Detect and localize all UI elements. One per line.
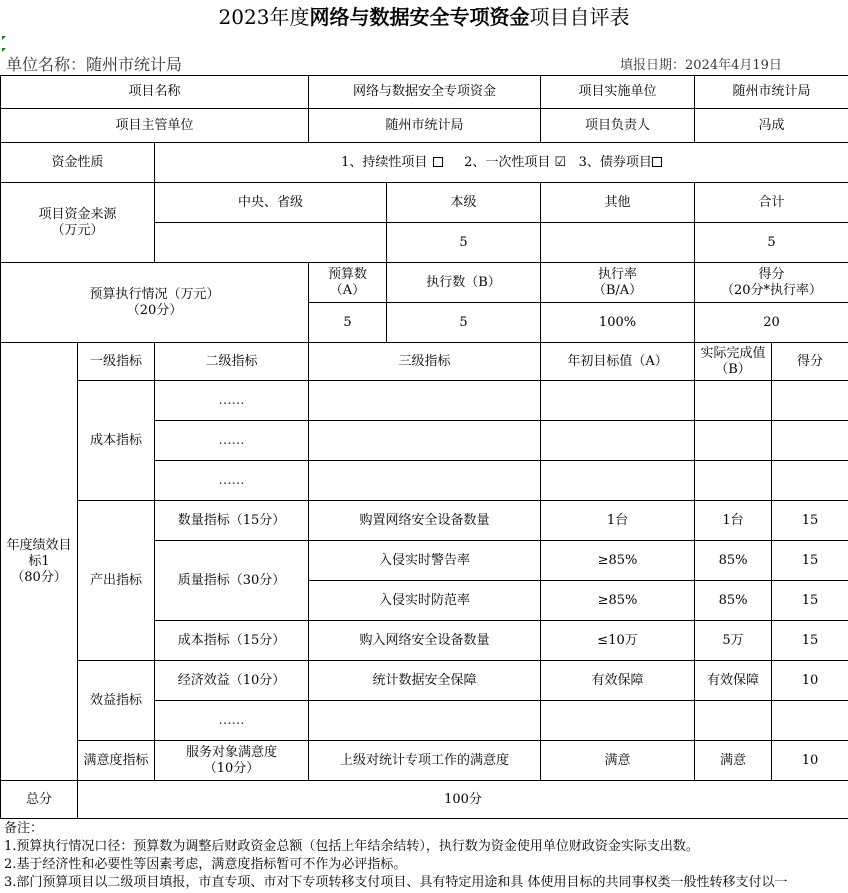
dept-label: 项目主管单位 [1,109,309,143]
cost-indicator-label: 成本指标 [78,381,155,501]
fund-nature-label: 资金性质 [1,143,155,183]
level3-item: 入侵实时警告率 [309,541,541,581]
actual-value: 有效保障 [695,661,772,701]
target-value: ≥85% [541,541,695,581]
quality-indicator: 质量指标（30分） [155,541,309,621]
budget-b: 5 [387,303,541,343]
placeholder-dots: …… [155,461,309,501]
cell-marker [2,36,6,40]
note-item: 1.预算执行情况口径：预算数为调整后财政资金总额（包括上年结余结转），执行数为资金使用单位财政资金实际支出数。 [4,839,699,854]
target-value: 满意 [541,741,695,781]
placeholder-dots: …… [155,381,309,421]
score-value: 15 [772,541,848,581]
service-satisfaction: 服务对象满意度 （10分） [155,741,309,781]
source-value-local: 5 [387,223,541,263]
header-level3: 三级指标 [309,343,541,381]
actual-value: 1台 [695,501,772,541]
impl-unit-value: 随州市统计局 [695,76,848,109]
project-name-label: 项目名称 [1,76,309,109]
placeholder-dots: …… [155,701,309,741]
perf-goal-label: 年度绩效目标1 （80分） [1,343,78,781]
level3-item: 入侵实时防范率 [309,581,541,621]
target-value: 有效保障 [541,661,695,701]
budget-header-score: 得分 （20分*执行率） [695,263,848,303]
fund-nature-options: 1、持续性项目 2、一次性项目 ☑ 3、债券项目 [155,143,848,183]
source-header-local: 本级 [387,183,541,223]
fill-date: 填报日期：2024年4月19日 [620,58,782,73]
level3-item: 购置网络安全设备数量 [309,501,541,541]
notes-heading: 备注： [4,821,44,836]
header-level2: 二级指标 [155,343,309,381]
benefit-indicator-label: 效益指标 [78,661,155,741]
score-value: 15 [772,501,848,541]
actual-value: 5万 [695,621,772,661]
level3-item: 购入网络安全设备数量 [309,621,541,661]
placeholder-dots: …… [155,421,309,461]
note-item: 2.基于经济性和必要性等因素考虑，满意度指标暂可不作为必评指标。 [4,857,407,872]
budget-a: 5 [309,303,387,343]
quantity-indicator: 数量指标（15分） [155,501,309,541]
impl-unit-label: 项目实施单位 [541,76,695,109]
header-level1: 一级指标 [78,343,155,381]
output-indicator-label: 产出指标 [78,501,155,661]
budget-label: 预算执行情况（万元） （20分） [1,263,309,343]
note-item: 3.部门预算项目以二级项目填报，市直专项、市对下专项转移支付项目、具有特定用途和具 体使用目标的共同事权类一般性转移支付以一 [4,875,788,890]
source-value-central [155,223,387,263]
owner-label: 项目负责人 [541,109,695,143]
target-value: ≥85% [541,581,695,621]
checkbox-checked-icon: ☑ [554,154,567,170]
dept-value: 随州市统计局 [309,109,541,143]
page-title: 2023年度网络与数据安全专项资金项目自评表 [218,5,630,29]
score-value: 15 [772,581,848,621]
budget-score: 20 [695,303,848,343]
total-label: 总分 [1,781,78,819]
score-value: 10 [772,661,848,701]
source-header-central: 中央、省级 [155,183,387,223]
fund-source-label: 项目资金来源 （万元） [1,183,155,263]
actual-value: 85% [695,541,772,581]
actual-value: 满意 [695,741,772,781]
source-value-total: 5 [695,223,848,263]
unit-line [0,50,848,74]
header-actual: 实际完成值 （B） [695,343,772,381]
checkbox-empty-icon [652,157,662,167]
header-target: 年初目标值（A） [541,343,695,381]
level3-item: 上级对统计专项工作的满意度 [309,741,541,781]
cost-indicator-sub: 成本指标（15分） [155,621,309,661]
notes [4,820,848,892]
total-value: 100分 [78,781,848,819]
actual-value: 85% [695,581,772,621]
source-header-total: 合计 [695,183,848,223]
target-value: ≤10万 [541,621,695,661]
score-value: 15 [772,621,848,661]
unit-name: 单位名称：随州市统计局 [6,55,183,74]
level3-item: 统计数据安全保障 [309,661,541,701]
project-name-value: 网络与数据安全专项资金 [309,76,541,109]
budget-header-b: 执行数（B） [387,263,541,303]
budget-header-rate: 执行率 （B/A） [541,263,695,303]
target-value: 1台 [541,501,695,541]
header-score: 得分 [772,343,848,381]
source-header-other: 其他 [541,183,695,223]
economic-benefit: 经济效益（10分） [155,661,309,701]
budget-header-a: 预算数 （A） [309,263,387,303]
score-value: 10 [772,741,848,781]
satisfaction-indicator-label: 满意度指标 [78,741,155,781]
checkbox-empty-icon [433,157,443,167]
source-value-other [541,223,695,263]
owner-value: 冯成 [695,109,848,143]
evaluation-table [0,75,848,819]
budget-rate: 100% [541,303,695,343]
